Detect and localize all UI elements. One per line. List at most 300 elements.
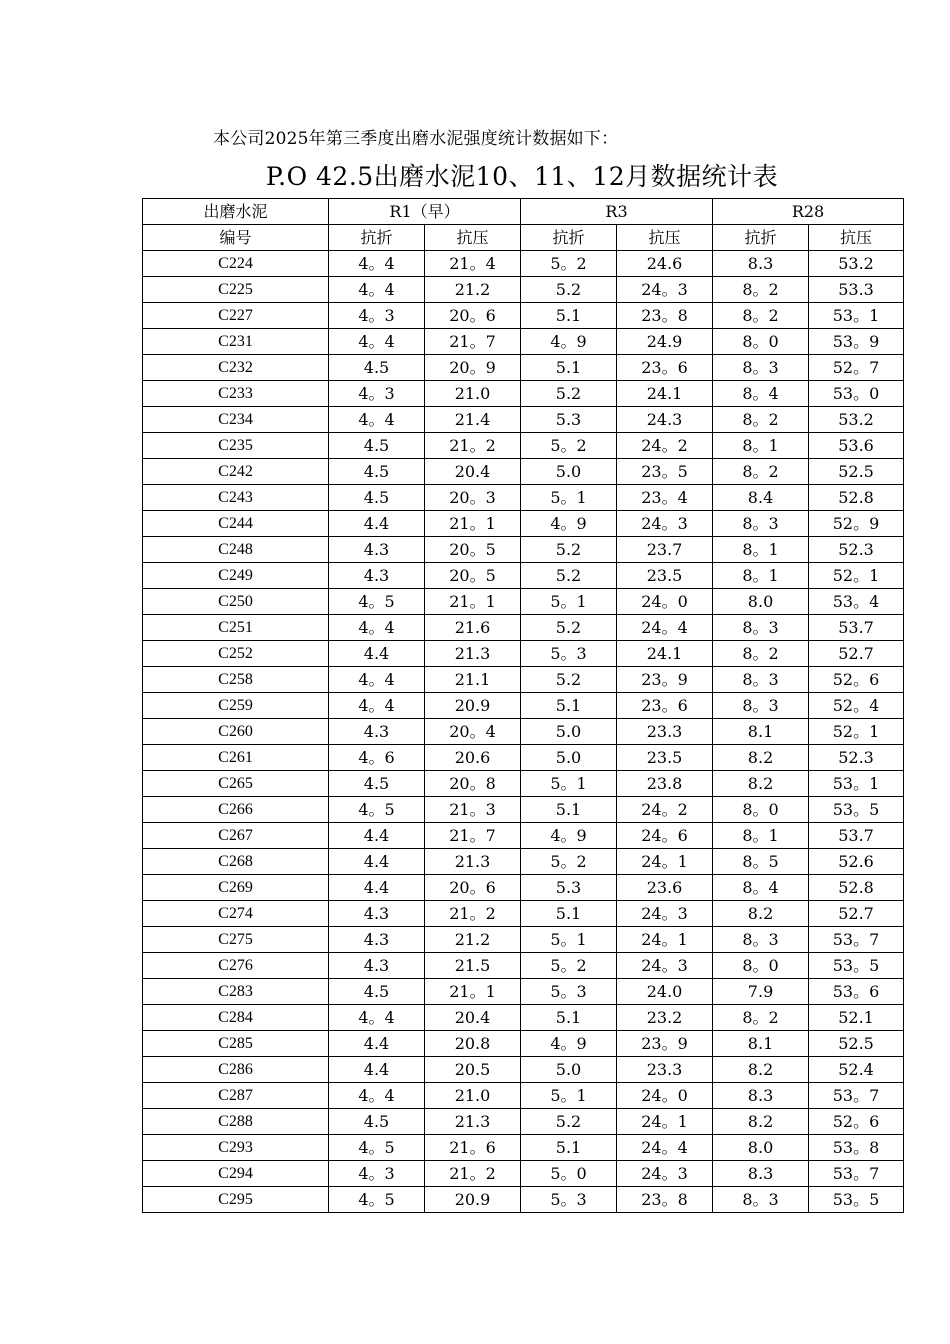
header-code-label-1: 出磨水泥 (143, 199, 329, 225)
value-cell: 21.2 (425, 927, 521, 953)
value-cell: 4.5 (329, 1109, 425, 1135)
value-cell: 20。8 (425, 771, 521, 797)
value-cell: 24.3 (617, 407, 713, 433)
cement-code-cell: C234 (143, 407, 329, 433)
value-cell: 52.5 (809, 459, 904, 485)
value-cell: 5.2 (521, 563, 617, 589)
table-row (143, 979, 904, 1005)
value-cell: 4.4 (329, 849, 425, 875)
value-cell: 24。1 (617, 927, 713, 953)
value-cell: 53.2 (809, 251, 904, 277)
cement-code-cell: C295 (143, 1187, 329, 1213)
value-cell: 23.6 (617, 875, 713, 901)
value-cell: 8.0 (713, 589, 809, 615)
header-sub: 抗压 (425, 225, 521, 251)
value-cell: 20。5 (425, 563, 521, 589)
value-cell: 20.6 (425, 745, 521, 771)
value-cell: 4.3 (329, 537, 425, 563)
cement-code-cell: C267 (143, 823, 329, 849)
cement-code-cell: C227 (143, 303, 329, 329)
value-cell: 4。4 (329, 329, 425, 355)
cement-code-cell: C285 (143, 1031, 329, 1057)
value-cell: 8。3 (713, 667, 809, 693)
cement-code-cell: C232 (143, 355, 329, 381)
table-row (143, 407, 904, 433)
cement-code-cell: C249 (143, 563, 329, 589)
value-cell: 5.0 (521, 745, 617, 771)
value-cell: 53。5 (809, 953, 904, 979)
cement-code-cell: C269 (143, 875, 329, 901)
value-cell: 24。6 (617, 823, 713, 849)
cement-code-cell: C243 (143, 485, 329, 511)
cement-code-cell: C259 (143, 693, 329, 719)
table-row (143, 303, 904, 329)
value-cell: 53。7 (809, 1161, 904, 1187)
value-cell: 20.4 (425, 1005, 521, 1031)
value-cell: 23。8 (617, 303, 713, 329)
header-code-label-2: 编号 (143, 225, 329, 251)
value-cell: 23.3 (617, 719, 713, 745)
value-cell: 20.5 (425, 1057, 521, 1083)
value-cell: 24。3 (617, 511, 713, 537)
value-cell: 8。2 (713, 459, 809, 485)
value-cell: 8.3 (713, 1083, 809, 1109)
table-row (143, 901, 904, 927)
table-row (143, 771, 904, 797)
table-row (143, 719, 904, 745)
value-cell: 4。9 (521, 329, 617, 355)
value-cell: 5。2 (521, 251, 617, 277)
value-cell: 8.2 (713, 1057, 809, 1083)
value-cell: 5.0 (521, 719, 617, 745)
value-cell: 8。2 (713, 407, 809, 433)
value-cell: 4。4 (329, 1005, 425, 1031)
value-cell: 4。9 (521, 823, 617, 849)
value-cell: 5.1 (521, 1005, 617, 1031)
table-row (143, 641, 904, 667)
value-cell: 23.5 (617, 563, 713, 589)
header-row-groups (143, 199, 904, 225)
value-cell: 8。3 (713, 1187, 809, 1213)
value-cell: 8。3 (713, 927, 809, 953)
value-cell: 8。1 (713, 823, 809, 849)
value-cell: 4.5 (329, 485, 425, 511)
value-cell: 23。4 (617, 485, 713, 511)
value-cell: 52.5 (809, 1031, 904, 1057)
header-group-r28: R28 (713, 199, 904, 225)
value-cell: 4.3 (329, 901, 425, 927)
value-cell: 5。0 (521, 1161, 617, 1187)
value-cell: 53.7 (809, 823, 904, 849)
value-cell: 52.3 (809, 537, 904, 563)
value-cell: 24。3 (617, 953, 713, 979)
value-cell: 5.2 (521, 277, 617, 303)
value-cell: 4.4 (329, 1031, 425, 1057)
value-cell: 7.9 (713, 979, 809, 1005)
header-group-r1: R1（早） (329, 199, 521, 225)
value-cell: 52.7 (809, 901, 904, 927)
table-row (143, 693, 904, 719)
value-cell: 20。3 (425, 485, 521, 511)
value-cell: 20.4 (425, 459, 521, 485)
value-cell: 20.9 (425, 1187, 521, 1213)
cement-code-cell: C248 (143, 537, 329, 563)
value-cell: 4.3 (329, 719, 425, 745)
value-cell: 5.1 (521, 1135, 617, 1161)
value-cell: 5.1 (521, 303, 617, 329)
value-cell: 53。0 (809, 381, 904, 407)
cement-code-cell: C260 (143, 719, 329, 745)
value-cell: 52。1 (809, 719, 904, 745)
cement-code-cell: C276 (143, 953, 329, 979)
header-sub: 抗压 (809, 225, 904, 251)
value-cell: 20。6 (425, 303, 521, 329)
cement-code-cell: C266 (143, 797, 329, 823)
value-cell: 53。9 (809, 329, 904, 355)
value-cell: 23。9 (617, 1031, 713, 1057)
value-cell: 8。4 (713, 875, 809, 901)
value-cell: 53。5 (809, 1187, 904, 1213)
value-cell: 8。2 (713, 1005, 809, 1031)
cement-code-cell: C224 (143, 251, 329, 277)
value-cell: 5。1 (521, 771, 617, 797)
table-row (143, 563, 904, 589)
value-cell: 24。2 (617, 797, 713, 823)
value-cell: 8.4 (713, 485, 809, 511)
value-cell: 53.7 (809, 615, 904, 641)
value-cell: 24。3 (617, 277, 713, 303)
table-row (143, 1083, 904, 1109)
value-cell: 8。3 (713, 615, 809, 641)
value-cell: 8.0 (713, 1135, 809, 1161)
value-cell: 23。8 (617, 1187, 713, 1213)
value-cell: 8。1 (713, 563, 809, 589)
value-cell: 5。2 (521, 849, 617, 875)
value-cell: 4。5 (329, 797, 425, 823)
value-cell: 21.1 (425, 667, 521, 693)
value-cell: 5.2 (521, 1109, 617, 1135)
value-cell: 53。7 (809, 1083, 904, 1109)
table-row (143, 1005, 904, 1031)
value-cell: 8。4 (713, 381, 809, 407)
value-cell: 23.8 (617, 771, 713, 797)
table-row (143, 823, 904, 849)
value-cell: 21。7 (425, 329, 521, 355)
value-cell: 8。3 (713, 693, 809, 719)
value-cell: 4。5 (329, 589, 425, 615)
value-cell: 5.1 (521, 355, 617, 381)
table-title: P.O 42.5出磨水泥10、11、12月数据统计表 (265, 162, 779, 191)
cement-code-cell: C293 (143, 1135, 329, 1161)
value-cell: 52。7 (809, 355, 904, 381)
value-cell: 4.4 (329, 641, 425, 667)
value-cell: 8.2 (713, 745, 809, 771)
value-cell: 8。0 (713, 953, 809, 979)
value-cell: 24。3 (617, 901, 713, 927)
table-row (143, 667, 904, 693)
value-cell: 5.1 (521, 797, 617, 823)
cement-code-cell: C225 (143, 277, 329, 303)
value-cell: 21.5 (425, 953, 521, 979)
value-cell: 20。5 (425, 537, 521, 563)
cement-code-cell: C231 (143, 329, 329, 355)
value-cell: 4。3 (329, 1161, 425, 1187)
cement-code-cell: C244 (143, 511, 329, 537)
value-cell: 23。6 (617, 693, 713, 719)
value-cell: 5.2 (521, 381, 617, 407)
value-cell: 23.5 (617, 745, 713, 771)
cement-code-cell: C250 (143, 589, 329, 615)
value-cell: 23.3 (617, 1057, 713, 1083)
value-cell: 8。0 (713, 329, 809, 355)
cement-code-cell: C261 (143, 745, 329, 771)
value-cell: 53.2 (809, 407, 904, 433)
value-cell: 21.0 (425, 1083, 521, 1109)
intro-text: 本公司2025年第三季度出磨水泥强度统计数据如下： (213, 129, 619, 149)
value-cell: 21。1 (425, 589, 521, 615)
value-cell: 52.7 (809, 641, 904, 667)
value-cell: 21.3 (425, 1109, 521, 1135)
cement-code-cell: C252 (143, 641, 329, 667)
value-cell: 52.6 (809, 849, 904, 875)
value-cell: 23。9 (617, 667, 713, 693)
cement-code-cell: C235 (143, 433, 329, 459)
cement-code-cell: C258 (143, 667, 329, 693)
value-cell: 53。1 (809, 771, 904, 797)
cement-code-cell: C242 (143, 459, 329, 485)
value-cell: 21.2 (425, 277, 521, 303)
value-cell: 20。6 (425, 875, 521, 901)
table-row (143, 1109, 904, 1135)
value-cell: 20。9 (425, 355, 521, 381)
value-cell: 21。2 (425, 1161, 521, 1187)
value-cell: 5.3 (521, 875, 617, 901)
value-cell: 5.2 (521, 667, 617, 693)
value-cell: 52.8 (809, 485, 904, 511)
value-cell: 8。1 (713, 433, 809, 459)
table-row (143, 537, 904, 563)
value-cell: 8。2 (713, 303, 809, 329)
value-cell: 4。4 (329, 407, 425, 433)
value-cell: 4.3 (329, 953, 425, 979)
value-cell: 52。1 (809, 563, 904, 589)
value-cell: 5。3 (521, 1187, 617, 1213)
value-cell: 23.7 (617, 537, 713, 563)
value-cell: 4。4 (329, 667, 425, 693)
value-cell: 4.5 (329, 979, 425, 1005)
table-row (143, 433, 904, 459)
value-cell: 53。7 (809, 927, 904, 953)
value-cell: 21。6 (425, 1135, 521, 1161)
value-cell: 24.9 (617, 329, 713, 355)
value-cell: 8.2 (713, 1109, 809, 1135)
cement-code-cell: C268 (143, 849, 329, 875)
table-row (143, 1057, 904, 1083)
value-cell: 8。1 (713, 537, 809, 563)
value-cell: 5.2 (521, 537, 617, 563)
table-row (143, 953, 904, 979)
value-cell: 5。3 (521, 979, 617, 1005)
value-cell: 21。2 (425, 433, 521, 459)
value-cell: 5。1 (521, 927, 617, 953)
cement-code-cell: C286 (143, 1057, 329, 1083)
value-cell: 20.8 (425, 1031, 521, 1057)
value-cell: 52.4 (809, 1057, 904, 1083)
table-row (143, 277, 904, 303)
value-cell: 21。7 (425, 823, 521, 849)
value-cell: 21。3 (425, 797, 521, 823)
value-cell: 8.2 (713, 771, 809, 797)
value-cell: 8。5 (713, 849, 809, 875)
value-cell: 52。9 (809, 511, 904, 537)
header-sub: 抗压 (617, 225, 713, 251)
table-row (143, 745, 904, 771)
value-cell: 24.0 (617, 979, 713, 1005)
value-cell: 5。2 (521, 953, 617, 979)
cement-code-cell: C233 (143, 381, 329, 407)
header-sub: 抗折 (329, 225, 425, 251)
value-cell: 8.3 (713, 1161, 809, 1187)
value-cell: 24.6 (617, 251, 713, 277)
value-cell: 53.6 (809, 433, 904, 459)
value-cell: 4.3 (329, 927, 425, 953)
value-cell: 20。4 (425, 719, 521, 745)
value-cell: 21.3 (425, 849, 521, 875)
value-cell: 8。2 (713, 641, 809, 667)
value-cell: 24.1 (617, 381, 713, 407)
header-row-sub (143, 225, 904, 251)
value-cell: 21。4 (425, 251, 521, 277)
value-cell: 5.1 (521, 901, 617, 927)
value-cell: 4。5 (329, 1135, 425, 1161)
value-cell: 4。3 (329, 303, 425, 329)
table-row (143, 511, 904, 537)
value-cell: 8.1 (713, 719, 809, 745)
value-cell: 53。6 (809, 979, 904, 1005)
cement-code-cell: C287 (143, 1083, 329, 1109)
table-row (143, 849, 904, 875)
value-cell: 52.8 (809, 875, 904, 901)
value-cell: 21.3 (425, 641, 521, 667)
value-cell: 4。3 (329, 381, 425, 407)
value-cell: 8.1 (713, 1031, 809, 1057)
table-row (143, 1135, 904, 1161)
value-cell: 21.6 (425, 615, 521, 641)
table-row (143, 615, 904, 641)
value-cell: 24。2 (617, 433, 713, 459)
value-cell: 24。1 (617, 849, 713, 875)
value-cell: 8。2 (713, 277, 809, 303)
value-cell: 24。0 (617, 589, 713, 615)
value-cell: 53。4 (809, 589, 904, 615)
value-cell: 4。4 (329, 615, 425, 641)
value-cell: 52.3 (809, 745, 904, 771)
value-cell: 21。1 (425, 511, 521, 537)
value-cell: 20.9 (425, 693, 521, 719)
cement-code-cell: C265 (143, 771, 329, 797)
table-row (143, 381, 904, 407)
header-sub: 抗折 (521, 225, 617, 251)
value-cell: 24。4 (617, 615, 713, 641)
value-cell: 4。4 (329, 277, 425, 303)
table-row (143, 875, 904, 901)
table-row (143, 485, 904, 511)
value-cell: 4。4 (329, 251, 425, 277)
value-cell: 5.3 (521, 407, 617, 433)
cement-code-cell: C251 (143, 615, 329, 641)
value-cell: 4.4 (329, 511, 425, 537)
value-cell: 53。5 (809, 797, 904, 823)
table-row (143, 797, 904, 823)
value-cell: 52。6 (809, 1109, 904, 1135)
value-cell: 4.5 (329, 771, 425, 797)
value-cell: 8。3 (713, 355, 809, 381)
cement-code-cell: C288 (143, 1109, 329, 1135)
value-cell: 21。2 (425, 901, 521, 927)
value-cell: 5.0 (521, 1057, 617, 1083)
value-cell: 21.0 (425, 381, 521, 407)
value-cell: 53。1 (809, 303, 904, 329)
value-cell: 4。5 (329, 1187, 425, 1213)
value-cell: 4。9 (521, 511, 617, 537)
value-cell: 23。6 (617, 355, 713, 381)
cement-code-cell: C283 (143, 979, 329, 1005)
value-cell: 53。8 (809, 1135, 904, 1161)
value-cell: 4。4 (329, 1083, 425, 1109)
cement-code-cell: C294 (143, 1161, 329, 1187)
table-row (143, 1031, 904, 1057)
value-cell: 5。1 (521, 485, 617, 511)
value-cell: 8。3 (713, 511, 809, 537)
strength-table (142, 198, 904, 1213)
value-cell: 4.5 (329, 459, 425, 485)
value-cell: 24.1 (617, 641, 713, 667)
value-cell: 4.3 (329, 563, 425, 589)
value-cell: 5。3 (521, 641, 617, 667)
value-cell: 8.2 (713, 901, 809, 927)
cement-code-cell: C274 (143, 901, 329, 927)
table-row (143, 355, 904, 381)
value-cell: 5。1 (521, 1083, 617, 1109)
value-cell: 21。1 (425, 979, 521, 1005)
value-cell: 4.5 (329, 433, 425, 459)
value-cell: 52.1 (809, 1005, 904, 1031)
value-cell: 4.4 (329, 823, 425, 849)
table-body (143, 251, 904, 1213)
value-cell: 4.4 (329, 1057, 425, 1083)
value-cell: 52。4 (809, 693, 904, 719)
value-cell: 4.4 (329, 875, 425, 901)
value-cell: 23.2 (617, 1005, 713, 1031)
table-row (143, 1161, 904, 1187)
cement-code-cell: C275 (143, 927, 329, 953)
header-sub: 抗折 (713, 225, 809, 251)
value-cell: 52。6 (809, 667, 904, 693)
value-cell: 24。0 (617, 1083, 713, 1109)
table-row (143, 927, 904, 953)
value-cell: 4.5 (329, 355, 425, 381)
value-cell: 4。4 (329, 693, 425, 719)
table-row (143, 589, 904, 615)
table-row (143, 251, 904, 277)
cement-code-cell: C284 (143, 1005, 329, 1031)
table-row (143, 459, 904, 485)
value-cell: 21.4 (425, 407, 521, 433)
value-cell: 24。1 (617, 1109, 713, 1135)
table-row (143, 329, 904, 355)
value-cell: 24。4 (617, 1135, 713, 1161)
value-cell: 5。1 (521, 589, 617, 615)
